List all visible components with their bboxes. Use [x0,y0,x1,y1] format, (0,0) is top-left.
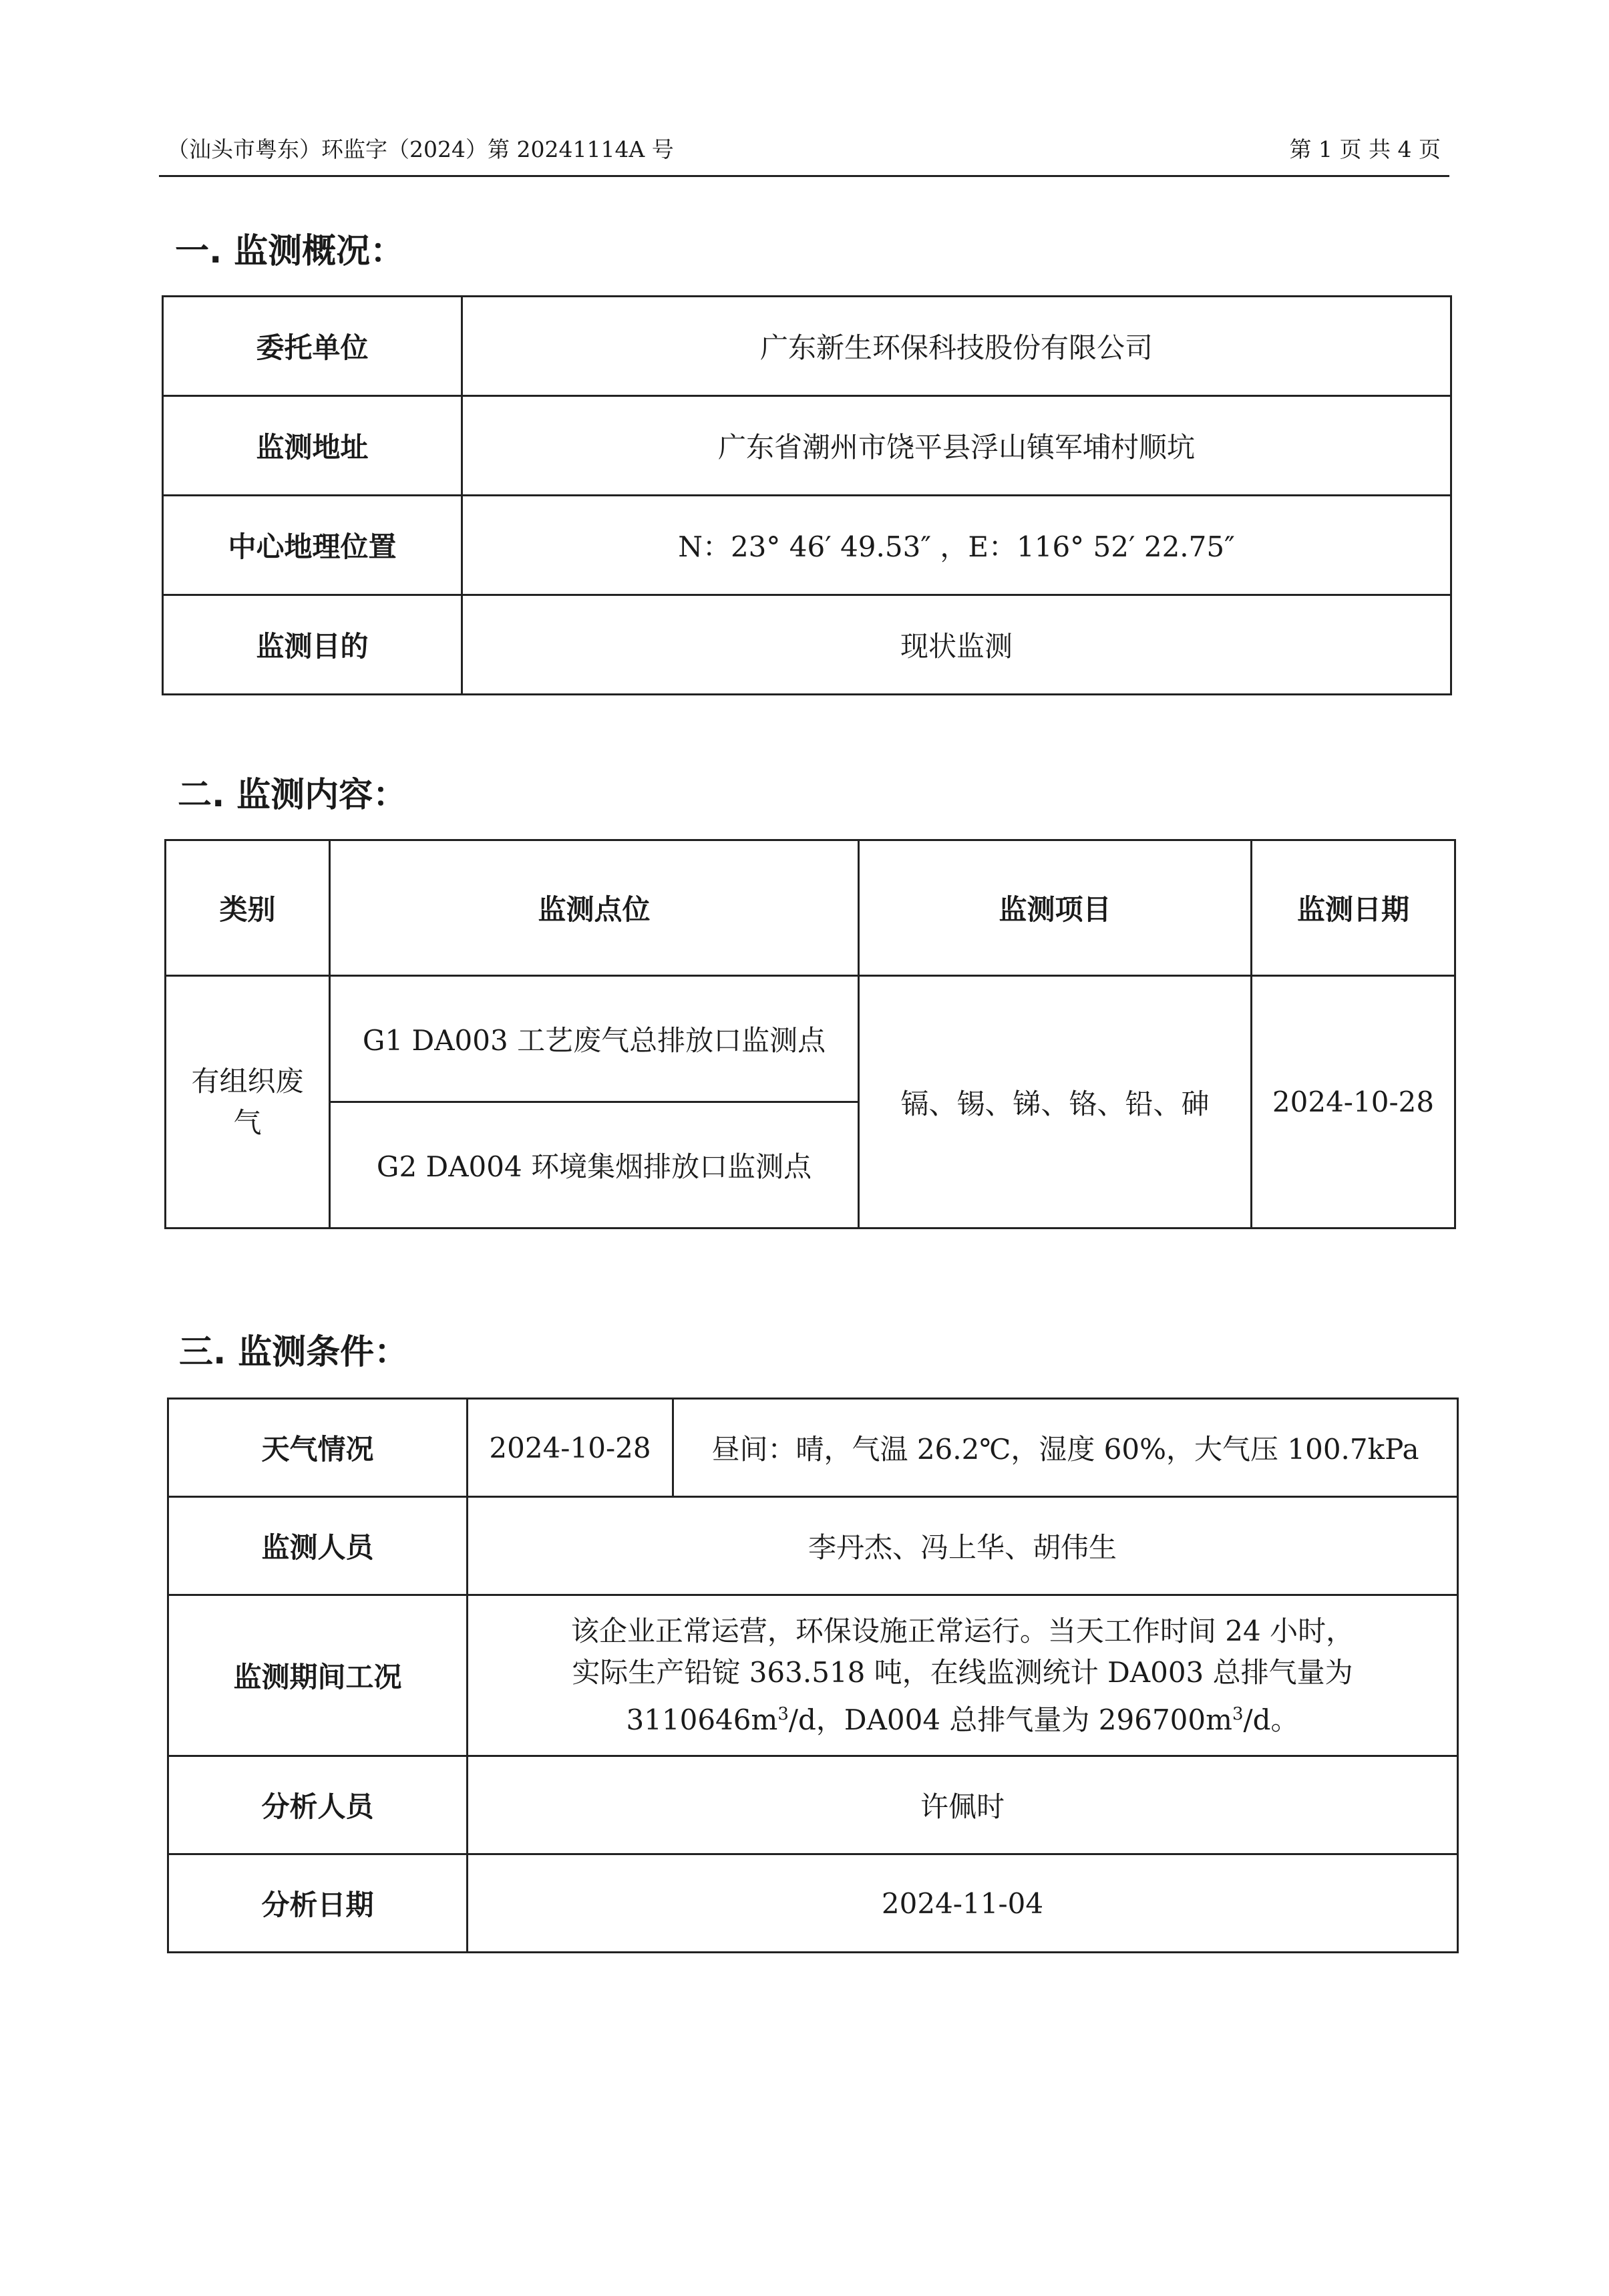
header-divider [159,175,1449,177]
flow-da004: /d，DA004 总排气量为 296700m [788,1703,1232,1736]
table-row [163,595,1451,695]
table-row [168,1854,1458,1953]
label-location: 中心地理位置 [163,496,462,595]
point-cell-g2: G2 DA004 环境集烟排放口监测点 [330,1102,859,1228]
flow-end: /d。 [1243,1703,1299,1736]
header-point: 监测点位 [330,840,859,976]
superscript-3: 3 [777,1703,789,1724]
weather-date: 2024-10-28 [468,1399,673,1497]
table-row [168,1595,1458,1756]
label-staff: 监测人员 [168,1497,468,1595]
label-analyst: 分析人员 [168,1756,468,1854]
header-category: 类别 [166,840,330,976]
header-date: 监测日期 [1252,840,1455,976]
conditions-line-3 [475,1693,1450,1741]
value-address: 广东省潮州市饶平县浮山镇军埔村顺坑 [462,396,1451,496]
analyst-value: 许佩时 [468,1756,1458,1854]
page-indicator: 第 1 页 共 4 页 [1289,136,1441,162]
conditions-line-2: 实际生产铅锭 363.518 吨，在线监测统计 DA003 总排气量为 [572,1655,1353,1689]
table-row [163,297,1451,396]
table-row [168,1497,1458,1595]
conditions-value [468,1595,1458,1756]
label-conditions: 监测期间工况 [168,1595,468,1756]
table-row [168,1756,1458,1854]
section-title-overview: 一. 监测概况： [175,232,405,271]
overview-table [162,295,1452,695]
document-number: （汕头市粤东）环监字（2024）第 20241114A 号 [167,136,674,162]
flow-da003: 3110646m [626,1703,778,1736]
table-row [163,496,1451,595]
items-cell: 镉、锡、锑、铬、铅、砷 [859,976,1252,1228]
label-purpose: 监测目的 [163,595,462,695]
section-title-conditions: 三. 监测条件： [179,1333,409,1372]
value-purpose: 现状监测 [462,595,1451,695]
section-title-content: 二. 监测内容： [178,776,407,815]
table-row [166,976,1455,1102]
conditions-table [167,1398,1459,1953]
label-client: 委托单位 [163,297,462,396]
value-location: N：23° 46′ 49.53″ ，E：116° 52′ 22.75″ [462,496,1451,595]
table-row [163,396,1451,496]
superscript-3: 3 [1232,1703,1244,1724]
weather-detail: 昼间：晴，气温 26.2℃，湿度 60%，大气压 100.7kPa [673,1399,1458,1497]
label-weather: 天气情况 [168,1399,468,1497]
content-table [164,839,1456,1229]
point-cell-g1: G1 DA003 工艺废气总排放口监测点 [330,976,859,1102]
header-item: 监测项目 [859,840,1252,976]
table-row [168,1399,1458,1497]
label-address: 监测地址 [163,396,462,496]
conditions-line-1: 该企业正常运营，环保设施正常运行。当天工作时间 24 小时， [570,1614,1355,1647]
table-header-row [166,840,1455,976]
date-cell: 2024-10-28 [1252,976,1455,1228]
analysis-date-value: 2024-11-04 [468,1854,1458,1953]
staff-value: 李丹杰、冯上华、胡伟生 [468,1497,1458,1595]
category-cell: 有组织废气 [166,976,330,1228]
label-analysis-date: 分析日期 [168,1854,468,1953]
value-client: 广东新生环保科技股份有限公司 [462,297,1451,396]
